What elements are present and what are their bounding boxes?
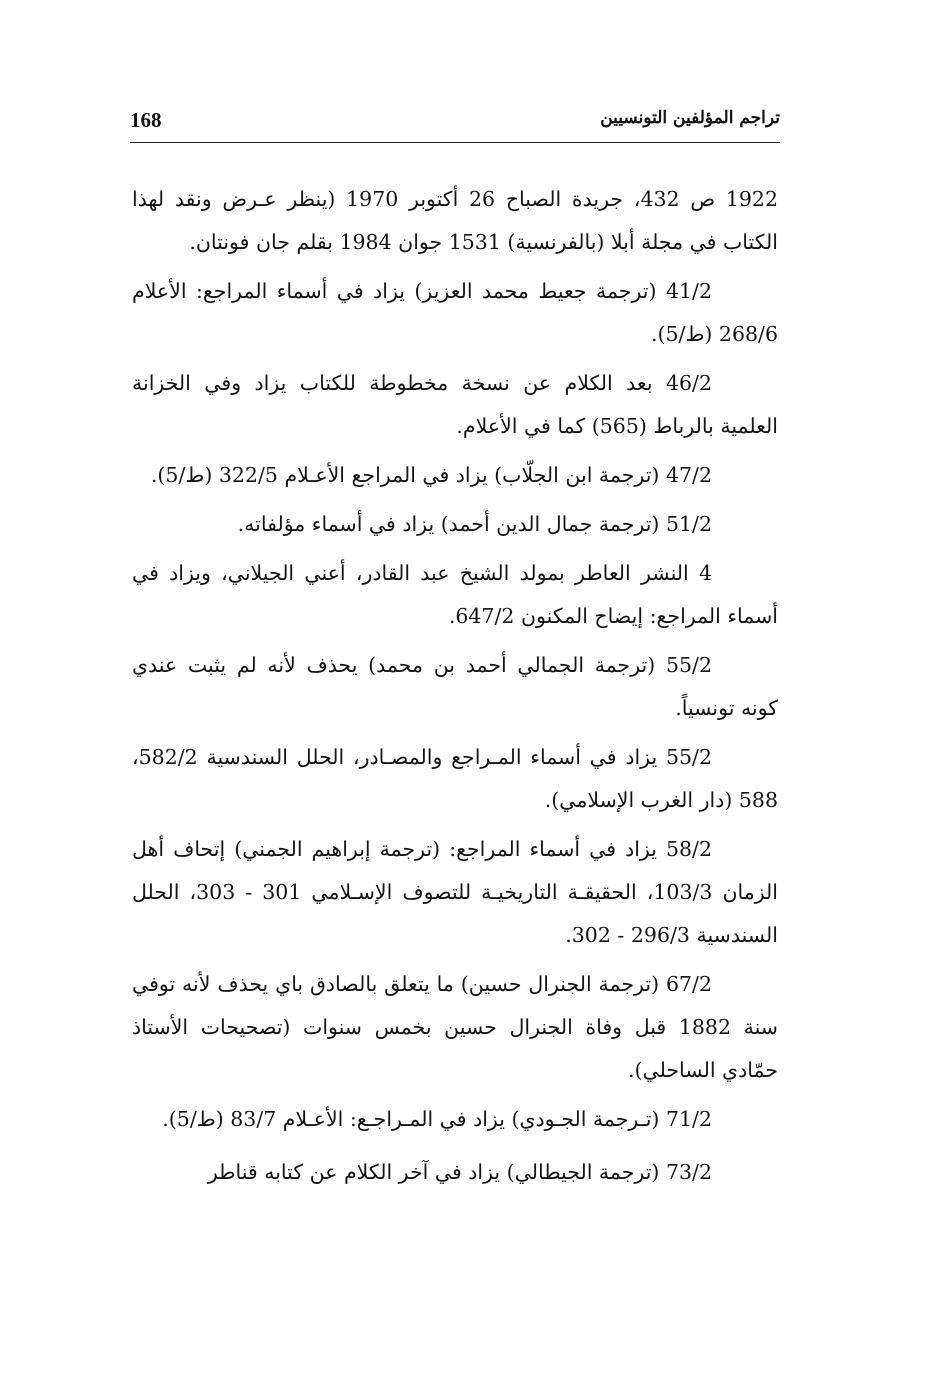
header-rule [130,142,780,143]
page-header [130,108,780,142]
entry-paragraph: 73/2 (ترجمة الجيطالي) يزاد في آخر الكلام عن كتابه قناطر [207,1160,712,1184]
entry-paragraph: 55/2 يزاد في أسماء المـراجع والمصـادر، الحلل السندسية 582/2، 588 (دار الغرب الإسلامي). [132,745,778,812]
page-number: 168 [130,108,162,132]
entry-paragraph: 47/2 (ترجمة ابن الجلّاب) يزاد في المراجع الأعـلام 322/5 (ط/5). [150,463,712,487]
running-title: تراجم المؤلفين التونسيين [600,108,780,128]
body-text [132,178,778,1200]
entry-paragraph: 41/2 (ترجمة جعيط محمد العزيز) يزاد في أسماء المراجع: الأعلام 268/6 (ط/5). [132,279,778,346]
entry-paragraph: 46/2 بعد الكلام عن نسخة مخطوطة للكتاب يزاد وفي الخزانة العلمية بالرباط (565) كما في الأعلام. [132,371,778,438]
entry-paragraph: 1922 ص 432، جريدة الصباح 26 أكتوبر 1970 (ينظر عـرض ونقد لهذا الكتاب في مجلة أبلا (بالفرنسية) 1531 جوان 1984 بقلم جان فونتان. [132,187,778,254]
entry-paragraph: 67/2 (ترجمة الجنرال حسين) ما يتعلق بالصادق باي يحذف لأنه توفي سنة 1882 قبل وفاة الجنرال حسين بخمس سنوات (تصحيحات الأستاذ حمّادي الساحلي). [132,972,778,1082]
entry-paragraph: 51/2 (ترجمة جمال الدين أحمد) يزاد في أسماء مؤلفاته. [237,512,712,536]
entry-paragraph: 4 النشر العاطر بمولد الشيخ عبد القادر، أعني الجيلاني، ويزاد في أسماء المراجع: إيضاح المكنون 647/2. [132,561,778,628]
entry-paragraph: 58/2 يزاد في أسماء المراجع: (ترجمة إبراهيم الجمني) إتحاف أهل الزمان 103/3، الحقيقـة التاريخيـة للتصوف الإسـلامي 301 - 303، الحلل السندسية 296/3 - 302. [132,837,778,947]
entry-paragraph: 71/2 (تـرجمة الجـودي) يزاد في المـراجـع: الأعـلام 83/7 (ط/5). [162,1107,712,1131]
entry-paragraph: 55/2 (ترجمة الجمالي أحمد بن محمد) يحذف لأنه لم يثبت عندي كونه تونسياً. [132,653,778,720]
